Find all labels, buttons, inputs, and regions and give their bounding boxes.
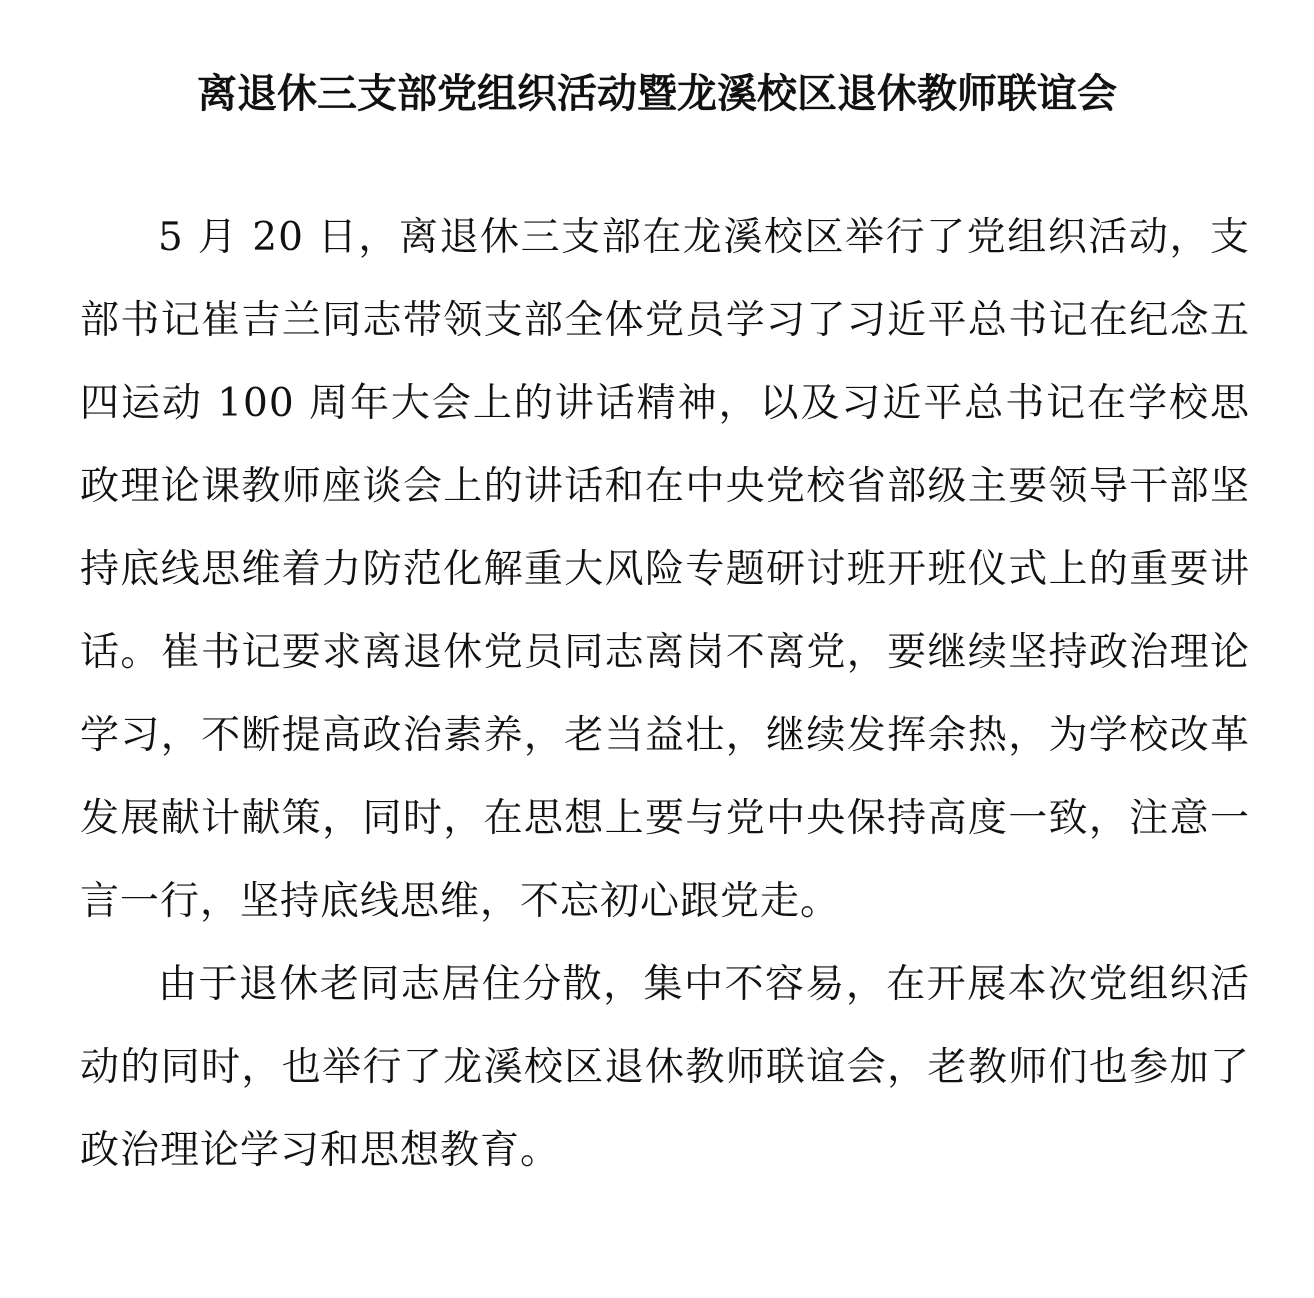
document-body xyxy=(80,196,1250,1192)
paragraph-1: 5 月 20 日，离退休三支部在龙溪校区举行了党组织活动，支部书记崔吉兰同志带领支部全体党员学习了习近平总书记在纪念五四运动 100 周年大会上的讲话精神，以及习近平总书记在学校思政理论课教师座谈会上的讲话和在中央党校省部级主要领导干部坚持底线思维着力防范化解重大风险专题研讨班开班仪式上的重要讲话。崔书记要求离退休党员同志离岗不离党，要继续坚持政治理论学习，不断提高政治素养，老当益壮，继续发挥余热，为学校改革发展献计献策，同时，在思想上要与党中央保持高度一致，注意一言一行，坚持底线思维，不忘初心跟党走。 xyxy=(80,215,1250,924)
document-title: 离退休三支部党组织活动暨龙溪校区退休教师联谊会 xyxy=(197,70,1117,117)
paragraph-2: 由于退休老同志居住分散，集中不容易，在开展本次党组织活动的同时，也举行了龙溪校区退休教师联谊会，老教师们也参加了政治理论学习和思想教育。 xyxy=(80,962,1250,1173)
